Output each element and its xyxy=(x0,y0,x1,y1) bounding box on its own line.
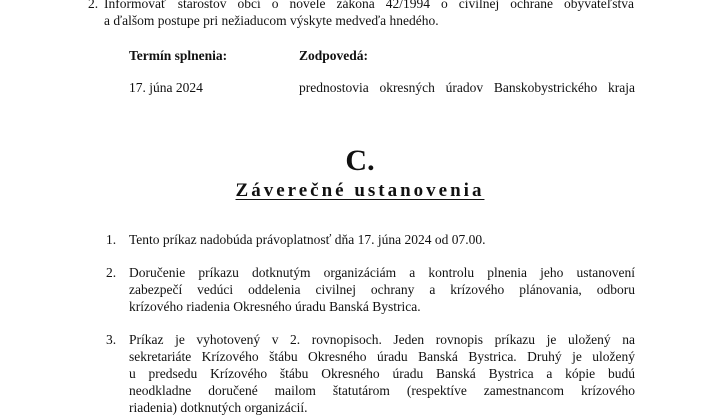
item-text-line: a ďalšom postupe pri nežiaducom výskyte medveďa hnedého. xyxy=(104,13,439,28)
item-number: 2. xyxy=(88,0,99,11)
section-title-text: Záverečné ustanovenia xyxy=(235,180,485,201)
item-text-line: riadenia) dotknutých organizácií. xyxy=(129,400,308,415)
responsible-value: prednostovia okresných úradov Banskobystrického kraja xyxy=(299,80,635,95)
term-value: 17. júna 2024 xyxy=(129,80,203,95)
item-text-line: Doručenie príkazu dotknutým organizáciám a kontrolu plnenia jeho ustanovení xyxy=(129,265,635,280)
item-number: 2. xyxy=(106,265,117,280)
responsible-label: Zodpovedá: xyxy=(299,48,369,63)
item-number: 3. xyxy=(106,332,117,347)
item-text-line: sekretariáte Krízového štábu Okresného úradu Banská Bystrica. Druhý je uložený xyxy=(129,349,635,364)
item-text-line: u predsedu Krízového štábu Okresného úradu Banská Bystrica a kópie budú xyxy=(129,366,635,381)
item-text-line: Príkaz je vyhotovený v 2. rovnopisoch. Jeden rovnopis príkazu je uložený na xyxy=(129,332,635,347)
item-text-line: Tento príkaz nadobúda právoplatnosť dňa 17. júna 2024 od 07.00. xyxy=(129,232,486,247)
section-title xyxy=(0,180,720,202)
item-text-line: Informovať starostov obcí o novele zákona 42/1994 o civilnej ochrane obyvateľstva xyxy=(104,0,634,11)
term-label: Termín splnenia: xyxy=(129,48,228,63)
item-number: 1. xyxy=(106,232,117,247)
item-text-line: zabezpečí vedúci oddelenia civilnej ochrany a krízového plánovania, odboru xyxy=(129,282,635,297)
item-text-line: neodkladne doručené mailom štatutárom (respektíve zamestnancom krízového xyxy=(129,383,635,398)
item-text-line: krízového riadenia Okresného úradu Banská Bystrica. xyxy=(129,299,421,314)
section-letter: C. xyxy=(345,144,375,177)
